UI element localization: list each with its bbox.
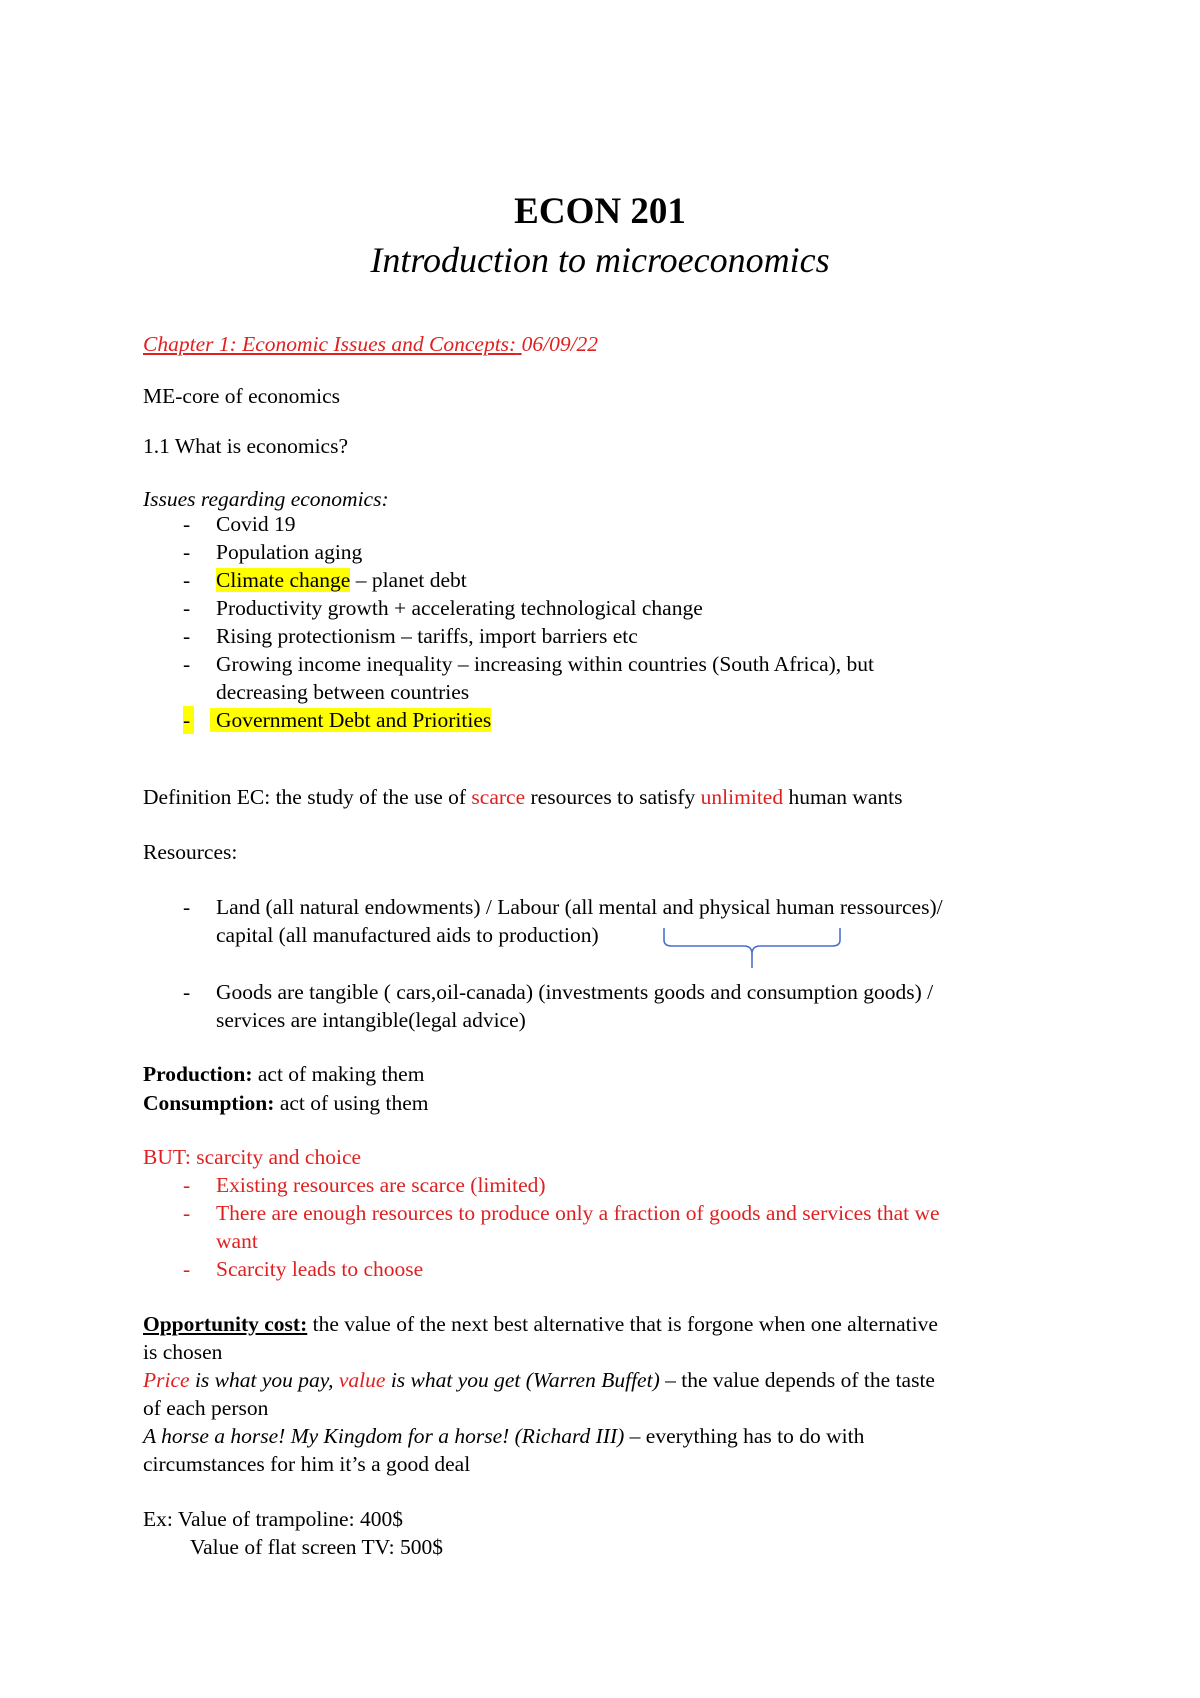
richard-quote: A horse a horse! My Kingdom for a horse! (Richard III) – everything has to do with circumstances for him it’s a good deal xyxy=(143,1424,865,1476)
highlighted-text: Climate change xyxy=(216,568,351,592)
production-line: Production: act of making them xyxy=(143,1062,425,1086)
example-line-1: Ex: Value of trampoline: 400$ xyxy=(143,1507,403,1531)
list-item: - Scarcity leads to choose xyxy=(183,1257,424,1281)
list-item: - Population aging xyxy=(183,540,363,564)
list-item: - Productivity growth + accelerating technological change xyxy=(183,596,703,620)
intro-line-1: ME-core of economics xyxy=(143,384,341,408)
chapter-label: Chapter 1: Economic Issues and Concepts: xyxy=(143,332,517,356)
example-line-2: Value of flat screen TV: 500$ xyxy=(190,1535,443,1559)
list-item: - Land (all natural endowments) / Labour (all mental and physical human ressources)/ capital (all manufactured aids to production) xyxy=(183,895,943,947)
list-item: - Rising protectionism – tariffs, import barriers etc xyxy=(183,624,638,648)
resources-list-1 xyxy=(143,893,1063,949)
issues-list xyxy=(143,510,1063,734)
resources-list-2 xyxy=(143,978,1063,1034)
keyword-unlimited: unlimited xyxy=(700,785,784,809)
production-label: Production: xyxy=(143,1062,253,1086)
resources-heading: Resources: xyxy=(143,840,238,864)
list-item: - Existing resources are scarce (limited) xyxy=(183,1173,546,1197)
definition-line: Definition EC: the study of the use of scarce resources to satisfy unlimited human wants xyxy=(143,785,903,809)
scarcity-heading: BUT: scarcity and choice xyxy=(143,1145,362,1169)
list-item: - Government Debt and Priorities xyxy=(183,708,492,732)
list-item: - Goods are tangible ( cars,oil-canada) (investments goods and consumption goods) / services are intangible(legal advice) xyxy=(183,980,934,1032)
highlighted-text: Government Debt and Priorities xyxy=(210,708,491,732)
issues-heading: Issues regarding economics: xyxy=(143,487,389,511)
consumption-label: Consumption: xyxy=(143,1091,275,1115)
scarcity-list xyxy=(143,1171,1063,1283)
document-title: ECON 201 xyxy=(514,191,686,232)
chapter-date: 06/09/22 xyxy=(521,332,599,356)
section-heading: 1.1 What is economics? xyxy=(143,434,348,458)
keyword-scarce: scarce xyxy=(471,785,526,809)
curly-brace-annotation xyxy=(660,924,845,974)
list-item: - Covid 19 xyxy=(183,512,296,536)
consumption-line: Consumption: act of using them xyxy=(143,1091,429,1115)
list-item: - Climate change – planet debt xyxy=(183,568,467,592)
opportunity-cost-label: Opportunity cost: xyxy=(143,1312,308,1336)
opportunity-cost-paragraph: Opportunity cost: the value of the next best alternative that is forgone when one alternative is chosen xyxy=(143,1312,938,1364)
document-subtitle: Introduction to microeconomics xyxy=(370,240,830,280)
list-item: - Growing income inequality – increasing within countries (South Africa), but decreasing between countries xyxy=(183,652,874,704)
chapter-heading xyxy=(143,330,1063,358)
buffett-quote: Price is what you pay, value is what you get (Warren Buffet) – the value depends of the taste of each person xyxy=(143,1368,935,1420)
list-item: - There are enough resources to produce only a fraction of goods and services that we want xyxy=(183,1201,940,1253)
